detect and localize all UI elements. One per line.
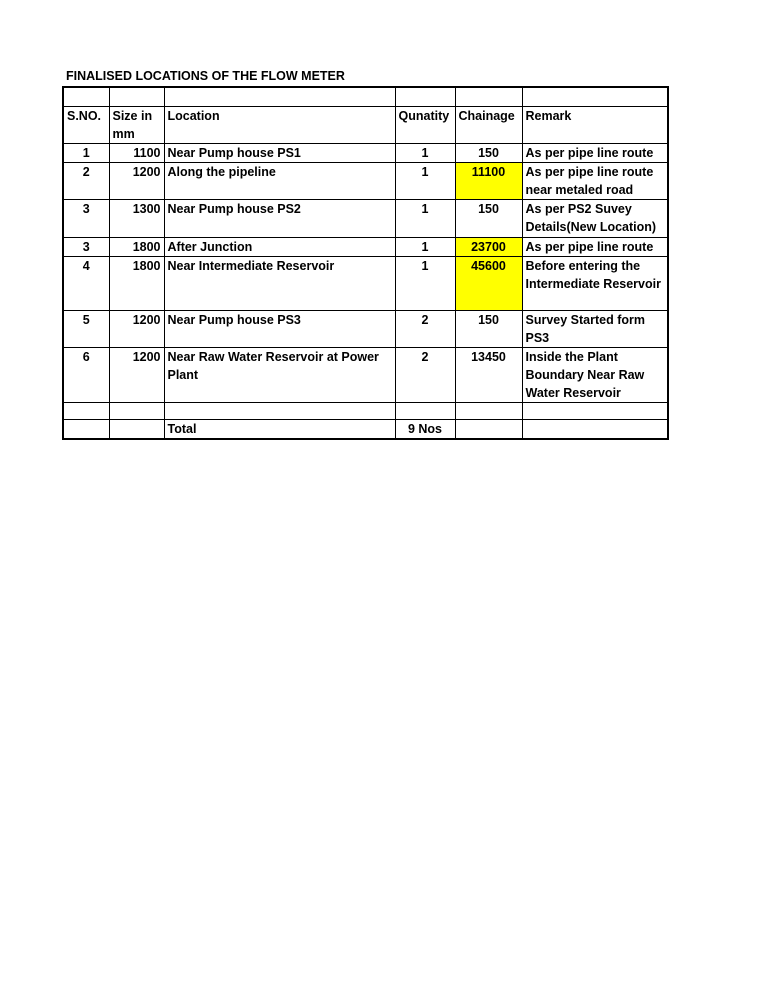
cell-quantity[interactable]: 1	[395, 256, 455, 310]
cell-size[interactable]: 1200	[109, 347, 164, 402]
total-label[interactable]: Total	[164, 419, 395, 439]
table-row	[63, 199, 668, 237]
cell-location[interactable]: Along the pipeline	[164, 162, 395, 199]
cell-sno[interactable]: 2	[63, 162, 109, 199]
cell-remark[interactable]: As per pipe line route near metaled road	[522, 162, 668, 199]
blank-row	[63, 87, 668, 106]
table-row	[63, 143, 668, 162]
header-size[interactable]: Size in mm	[109, 106, 164, 143]
cell-size[interactable]: 1800	[109, 237, 164, 256]
cell-chainage[interactable]: 150	[455, 199, 522, 237]
cell-quantity[interactable]: 1	[395, 162, 455, 199]
header-location[interactable]: Location	[164, 106, 395, 143]
cell-location[interactable]: Near Pump house PS2	[164, 199, 395, 237]
flow-meter-table	[62, 86, 669, 440]
header-chainage[interactable]: Chainage	[455, 106, 522, 143]
cell-sno[interactable]: 5	[63, 310, 109, 347]
cell-remark[interactable]: Survey Started form PS3	[522, 310, 668, 347]
cell-remark[interactable]: Inside the Plant Boundary Near Raw Water Reservoir	[522, 347, 668, 402]
header-row	[63, 106, 668, 143]
cell-sno[interactable]: 1	[63, 143, 109, 162]
table-row	[63, 310, 668, 347]
header-quantity[interactable]: Qunatity	[395, 106, 455, 143]
blank-row	[63, 402, 668, 419]
table-row	[63, 162, 668, 199]
table-row	[63, 256, 668, 310]
cell-chainage-highlighted[interactable]: 23700	[455, 237, 522, 256]
cell-location[interactable]: Near Pump house PS3	[164, 310, 395, 347]
cell-sno[interactable]: 4	[63, 256, 109, 310]
cell-quantity[interactable]: 2	[395, 347, 455, 402]
cell-chainage[interactable]: 150	[455, 310, 522, 347]
sheet-title: FINALISED LOCATIONS OF THE FLOW METER	[66, 69, 345, 83]
total-row	[63, 419, 668, 439]
cell-quantity[interactable]: 1	[395, 237, 455, 256]
cell-size[interactable]: 1200	[109, 162, 164, 199]
cell-remark[interactable]: Before entering the Intermediate Reservoir	[522, 256, 668, 310]
cell-size[interactable]: 1200	[109, 310, 164, 347]
cell-chainage[interactable]: 150	[455, 143, 522, 162]
cell-sno[interactable]: 3	[63, 237, 109, 256]
cell-size[interactable]: 1800	[109, 256, 164, 310]
cell-quantity[interactable]: 1	[395, 199, 455, 237]
header-sno[interactable]: S.NO.	[63, 106, 109, 143]
total-quantity[interactable]: 9 Nos	[395, 419, 455, 439]
cell-location[interactable]: After Junction	[164, 237, 395, 256]
cell-chainage-highlighted[interactable]: 45600	[455, 256, 522, 310]
cell-size[interactable]: 1300	[109, 199, 164, 237]
cell-remark[interactable]: As per pipe line route	[522, 143, 668, 162]
cell-quantity[interactable]: 1	[395, 143, 455, 162]
cell-chainage-highlighted[interactable]: 11100	[455, 162, 522, 199]
cell-size[interactable]: 1100	[109, 143, 164, 162]
table-row	[63, 237, 668, 256]
cell-quantity[interactable]: 2	[395, 310, 455, 347]
table-row	[63, 347, 668, 402]
cell-location[interactable]: Near Intermediate Reservoir	[164, 256, 395, 310]
cell-location[interactable]: Near Pump house PS1	[164, 143, 395, 162]
cell-sno[interactable]: 6	[63, 347, 109, 402]
cell-sno[interactable]: 3	[63, 199, 109, 237]
cell-location[interactable]: Near Raw Water Reservoir at Power Plant	[164, 347, 395, 402]
cell-remark[interactable]: As per pipe line route	[522, 237, 668, 256]
cell-remark[interactable]: As per PS2 Suvey Details(New Location)	[522, 199, 668, 237]
cell-chainage[interactable]: 13450	[455, 347, 522, 402]
header-remark[interactable]: Remark	[522, 106, 668, 143]
